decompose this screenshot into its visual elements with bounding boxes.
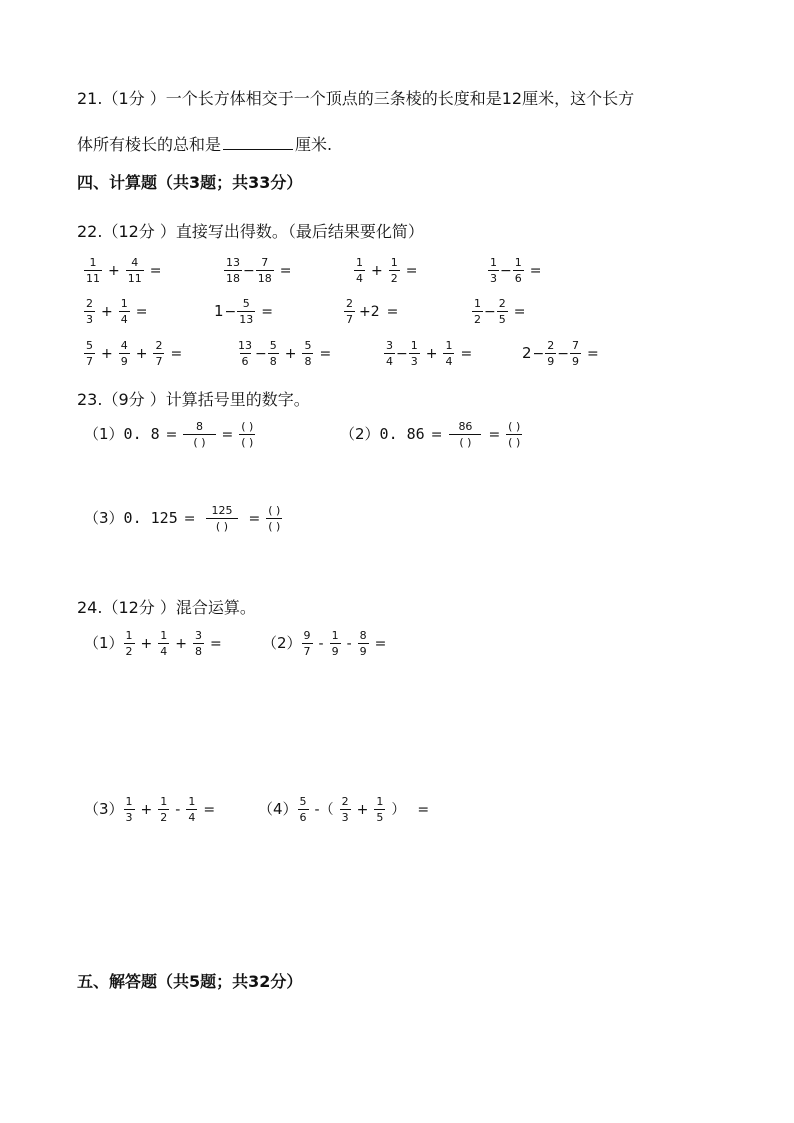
fraction: $\frac{1}{4}$	[445, 339, 453, 368]
q22-item-d: $\frac{1}{3}$ − $\frac{1}{6}$ =	[490, 256, 542, 285]
fraction: $\frac{5}{7}$	[86, 339, 93, 368]
fraction: $\frac{2}{9}$	[547, 339, 555, 368]
fraction: $\frac{1}{11}$	[86, 256, 100, 285]
q22-item-h: $\frac{1}{2}$ − $\frac{2}{5}$ =	[474, 297, 526, 326]
answer-denominator[interactable]: ( )	[449, 434, 481, 448]
answer-numerator[interactable]: ( )	[268, 504, 281, 517]
fraction: $\frac{1}{3}$	[410, 339, 418, 368]
fraction: $\frac{86}{( )}$	[448, 421, 482, 448]
answer-denominator[interactable]: ( )	[206, 518, 238, 532]
q21-line2-unit: 厘米.	[295, 135, 333, 154]
q23-title: 23.（9分 ）计算括号里的数字。	[77, 390, 310, 409]
fraction: $\frac{1}{3}$	[125, 795, 133, 824]
q22-item-c: $\frac{1}{4}$ + $\frac{1}{2}$ =	[356, 256, 418, 285]
fraction: $\frac{3}{4}$	[386, 339, 393, 368]
q23-part2: （2） 0. 86 = $\frac{86}{( )}$ = $\frac{( )}{( )}$	[340, 420, 521, 449]
q23-part1: （1） 0. 8 = $\frac{8}{( )}$ = $\frac{( )}{( )}$	[84, 420, 254, 449]
q24-part2: （2） $\frac{9}{7}$ - $\frac{1}{9}$ - $\frac{8}{9}$ =	[262, 629, 387, 658]
fraction: $\frac{1}{3}$	[490, 256, 497, 285]
fraction: $\frac{2}{3}$	[341, 795, 349, 824]
fraction: $\frac{1}{5}$	[376, 795, 384, 824]
q24-part3: （3） $\frac{1}{3}$ + $\frac{1}{2}$ - $\frac{1}{4}$ =	[84, 795, 216, 824]
answer-denominator[interactable]: ( )	[508, 436, 521, 449]
section5-heading: 五、解答题（共5题；共32分）	[77, 972, 303, 991]
q22-item-f: 1 − $\frac{5}{13}$ =	[214, 297, 274, 326]
q24-part1: （1） $\frac{1}{2}$ + $\frac{1}{4}$ + $\frac{3}{8}$ =	[84, 629, 222, 658]
fraction: $\frac{1}{2}$	[474, 297, 481, 326]
fraction	[239, 421, 255, 448]
fraction: $\frac{1}{6}$	[514, 256, 522, 285]
q22-title: 22.（12分 ）直接写出得数。（最后结果要化简）	[77, 222, 424, 241]
fraction: $\frac{2}{3}$	[86, 297, 93, 326]
fraction: $\frac{1}{2}$	[125, 629, 133, 658]
fraction: $\frac{5}{8}$	[304, 339, 312, 368]
fraction: $\frac{5}{8}$	[269, 339, 277, 368]
fraction: $\frac{1}{2}$	[160, 795, 168, 824]
fraction: $\frac{5}{13}$	[239, 297, 254, 326]
q22-item-g: $\frac{2}{7}$ +2 =	[346, 297, 399, 326]
fraction: $\frac{13}{6}$	[238, 339, 252, 368]
q22-item-l: 2 − $\frac{2}{9}$ − $\frac{7}{9}$ =	[522, 339, 599, 368]
answer-numerator[interactable]: ( )	[508, 420, 521, 433]
q21-line2-text: 体所有棱长的总和是	[77, 135, 222, 154]
q22-item-i: $\frac{5}{7}$ + $\frac{4}{9}$ + $\frac{2}{7}$ =	[86, 339, 183, 368]
q22-item-e: $\frac{2}{3}$ + $\frac{1}{4}$ =	[86, 297, 148, 326]
fraction: $\frac{1}{4}$	[120, 297, 128, 326]
q22-item-k: $\frac{3}{4}$ − $\frac{1}{3}$ + $\frac{1}{4}$ =	[386, 339, 473, 368]
q23-part3: （3） 0. 125 = $\frac{125}{( )}$ = $\frac{( )}{( )}$	[84, 504, 281, 533]
fraction: $\frac{1}{9}$	[331, 629, 339, 658]
q21-line1: 21.（1分 ）一个长方体相交于一个顶点的三条棱的长度和是12厘米，这个长方	[77, 89, 635, 108]
q21-line2	[77, 132, 332, 155]
fraction: $\frac{2}{7}$	[155, 339, 163, 368]
q24-part4: （4） $\frac{5}{6}$ -（ $\frac{2}{3}$ + $\frac{1}{5}$ ） =	[258, 795, 430, 824]
answer-numerator[interactable]: ( )	[241, 420, 254, 433]
q24-title: 24.（12分 ）混合运算。	[77, 598, 256, 617]
fraction: $\frac{2}{5}$	[498, 297, 506, 326]
fraction: $\frac{2}{7}$	[346, 297, 353, 326]
fraction: $\frac{5}{6}$	[299, 795, 307, 824]
answer-denominator[interactable]: ( )	[268, 520, 281, 533]
fraction: $\frac{8}{9}$	[359, 629, 367, 658]
fraction: $\frac{1}{2}$	[390, 256, 398, 285]
fraction: $\frac{13}{18}$	[226, 256, 240, 285]
fraction	[506, 421, 522, 448]
q22-item-b: $\frac{13}{18}$ − $\frac{7}{18}$ =	[226, 256, 292, 285]
fraction: $\frac{4}{11}$	[127, 256, 142, 285]
fraction: $\frac{1}{4}$	[188, 795, 196, 824]
fraction: $\frac{8}{( )}$	[183, 421, 215, 448]
answer-blank[interactable]	[223, 135, 293, 150]
fraction: $\frac{7}{9}$	[572, 339, 580, 368]
q22-item-j: $\frac{13}{6}$ − $\frac{5}{8}$ + $\frac{5}{8}$ =	[238, 339, 332, 368]
answer-denominator[interactable]: ( )	[183, 434, 215, 448]
fraction: $\frac{1}{4}$	[160, 629, 168, 658]
fraction: $\frac{125}{( )}$	[201, 505, 242, 532]
section4-heading: 四、计算题（共3题；共33分）	[77, 173, 303, 192]
fraction: $\frac{7}{18}$	[257, 256, 272, 285]
fraction	[266, 505, 282, 532]
fraction: $\frac{1}{4}$	[356, 256, 363, 285]
answer-denominator[interactable]: ( )	[241, 436, 254, 449]
q22-item-a: $\frac{1}{11}$ + $\frac{4}{11}$ =	[86, 256, 162, 285]
fraction: $\frac{4}{9}$	[120, 339, 128, 368]
fraction: $\frac{3}{8}$	[195, 629, 203, 658]
fraction: $\frac{9}{7}$	[303, 629, 311, 658]
